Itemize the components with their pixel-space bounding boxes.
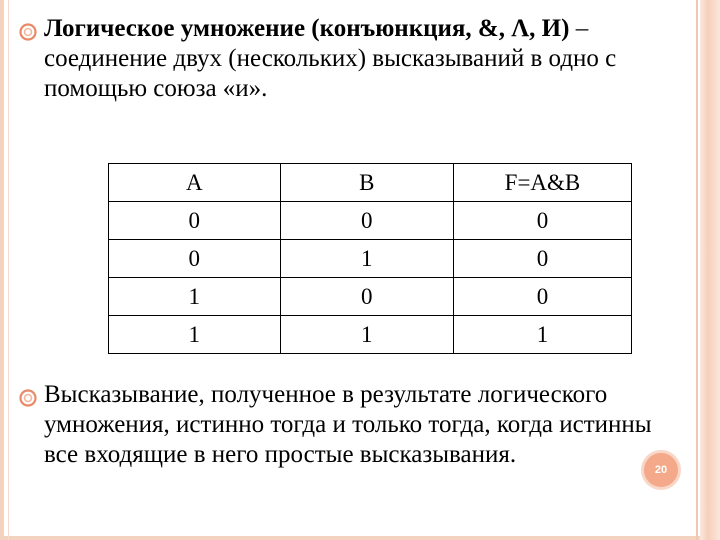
bullet-definition (18, 14, 694, 104)
cell-f: 0 (453, 240, 631, 278)
table-row (109, 202, 632, 240)
cell-f: 0 (453, 202, 631, 240)
definition-text (44, 14, 694, 104)
ring-bullet-icon (18, 388, 38, 408)
table-header-row (109, 164, 632, 202)
cell-a: 0 (109, 202, 281, 240)
cell-b: 0 (280, 278, 453, 316)
conclusion-text: Высказывание, полученное в результате логического умножения, истинно тогда и только тогда, когда истинны все входящие в него простые высказывания. (44, 381, 652, 468)
header-a: A (109, 164, 281, 202)
cell-b: 1 (280, 316, 453, 354)
frame-right-line (696, 0, 698, 540)
cell-a: 1 (109, 278, 281, 316)
header-f: F=A&B (453, 164, 631, 202)
bullet-conclusion (18, 380, 684, 470)
cell-a: 0 (109, 240, 281, 278)
table-row (109, 316, 632, 354)
frame-left-line (8, 0, 9, 540)
cell-f: 0 (453, 278, 631, 316)
cell-a: 1 (109, 316, 281, 354)
definition-rest: – соединение двух (нескольких) высказываний в одно с помощью союза «и». (44, 15, 617, 102)
definition-lead: Логическое умножение (конъюнкция, &, Λ, И) (44, 15, 570, 42)
truth-table (108, 163, 632, 354)
page-number-badge: 20 (641, 450, 681, 490)
table-row (109, 240, 632, 278)
header-b: B (280, 164, 453, 202)
cell-b: 0 (280, 202, 453, 240)
frame-right-band (700, 0, 720, 540)
table-row (109, 278, 632, 316)
cell-b: 1 (280, 240, 453, 278)
ring-bullet-icon (18, 22, 38, 42)
cell-f: 1 (453, 316, 631, 354)
